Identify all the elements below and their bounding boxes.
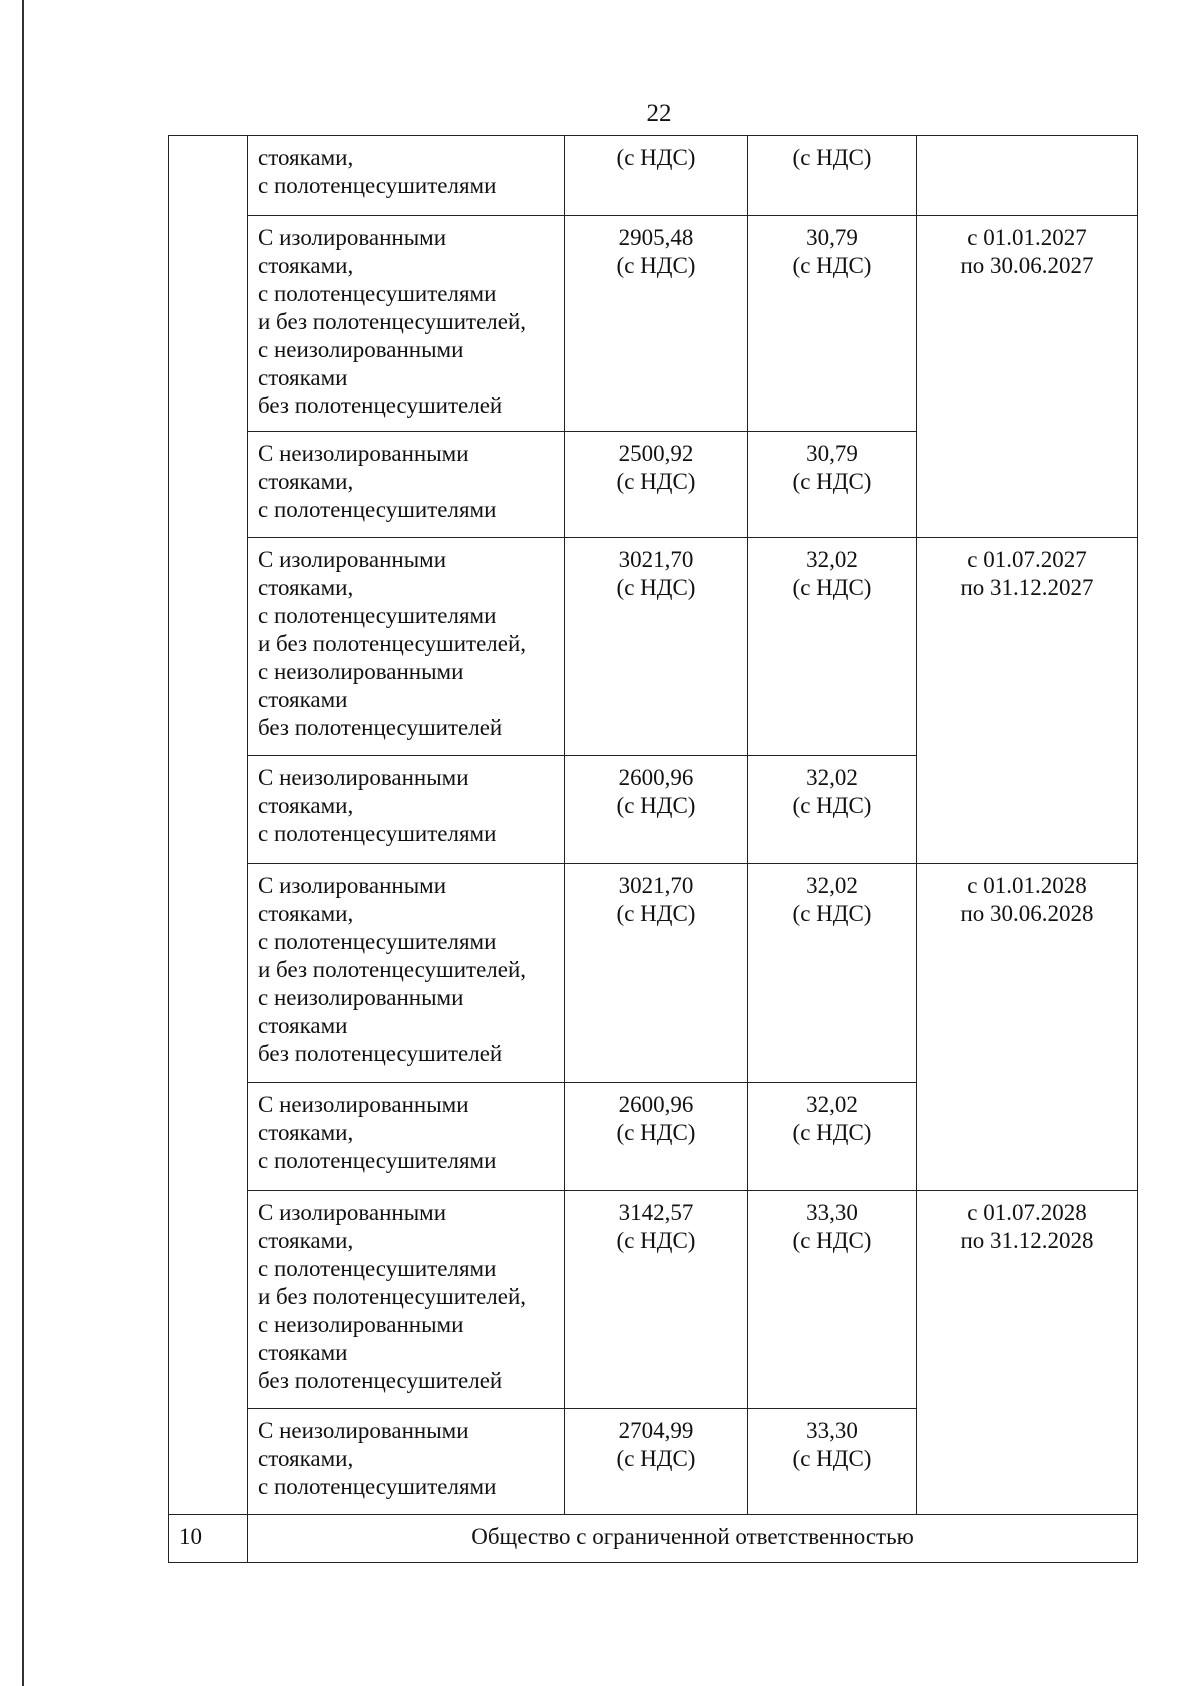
organization-name-cell: Общество с ограниченной ответственностью bbox=[248, 1514, 1138, 1562]
binding-edge-line bbox=[22, 0, 24, 1686]
page-number: 22 bbox=[646, 100, 672, 127]
price-cell: 2704,99 (с НДС) bbox=[565, 1408, 748, 1514]
period-cell: с 01.01.2028 по 30.06.2028 bbox=[917, 864, 1138, 1190]
price-cell: 3142,57 (с НДС) bbox=[565, 1190, 748, 1408]
table-row bbox=[169, 1190, 1138, 1408]
table-row bbox=[169, 538, 1138, 756]
price-cell: 2905,48 (с НДС) bbox=[565, 216, 748, 432]
rate-cell: 33,30 (с НДС) bbox=[748, 1408, 917, 1514]
description-cell: С неизолированными стояками, с полотенцесушителями bbox=[248, 432, 565, 538]
description-cell: С неизолированными стояками, с полотенцесушителями bbox=[248, 756, 565, 864]
description-cell: С изолированными стояками, с полотенцесушителями и без полотенцесушителей, с неизолированными стояками без полотенцесушителей bbox=[248, 538, 565, 756]
price-cell: 3021,70 (с НДС) bbox=[565, 864, 748, 1082]
period-cell: с 01.07.2028 по 31.12.2028 bbox=[917, 1190, 1138, 1514]
price-cell: (с НДС) bbox=[565, 136, 748, 216]
rate-cell: 30,79 (с НДС) bbox=[748, 432, 917, 538]
row-number-cell bbox=[169, 136, 248, 1515]
description-cell: стояками, с полотенцесушителями bbox=[248, 136, 565, 216]
rate-cell: (с НДС) bbox=[748, 136, 917, 216]
price-cell: 2600,96 (с НДС) bbox=[565, 756, 748, 864]
table-row bbox=[169, 136, 1138, 216]
table-row bbox=[169, 864, 1138, 1082]
rate-cell: 32,02 (с НДС) bbox=[748, 756, 917, 864]
period-cell: с 01.01.2027 по 30.06.2027 bbox=[917, 216, 1138, 538]
price-cell: 2500,92 (с НДС) bbox=[565, 432, 748, 538]
rate-cell: 32,02 (с НДС) bbox=[748, 864, 917, 1082]
description-cell: С изолированными стояками, с полотенцесушителями и без полотенцесушителей, с неизолированными стояками без полотенцесушителей bbox=[248, 864, 565, 1082]
table-row bbox=[169, 216, 1138, 432]
period-cell bbox=[917, 136, 1138, 216]
price-cell: 3021,70 (с НДС) bbox=[565, 538, 748, 756]
rate-cell: 32,02 (с НДС) bbox=[748, 1082, 917, 1190]
period-cell: с 01.07.2027 по 31.12.2027 bbox=[917, 538, 1138, 864]
rate-cell: 33,30 (с НДС) bbox=[748, 1190, 917, 1408]
description-cell: С изолированными стояками, с полотенцесушителями и без полотенцесушителей, с неизолированными стояками без полотенцесушителей bbox=[248, 1190, 565, 1408]
price-cell: 2600,96 (с НДС) bbox=[565, 1082, 748, 1190]
description-cell: С неизолированными стояками, с полотенцесушителями bbox=[248, 1082, 565, 1190]
rate-cell: 30,79 (с НДС) bbox=[748, 216, 917, 432]
row-number-cell: 10 bbox=[169, 1514, 248, 1562]
description-cell: С изолированными стояками, с полотенцесушителями и без полотенцесушителей, с неизолированными стояками без полотенцесушителей bbox=[248, 216, 565, 432]
description-cell: С неизолированными стояками, с полотенцесушителями bbox=[248, 1408, 565, 1514]
table-row bbox=[169, 1514, 1138, 1562]
rate-cell: 32,02 (с НДС) bbox=[748, 538, 917, 756]
tariff-table bbox=[168, 135, 1138, 1563]
